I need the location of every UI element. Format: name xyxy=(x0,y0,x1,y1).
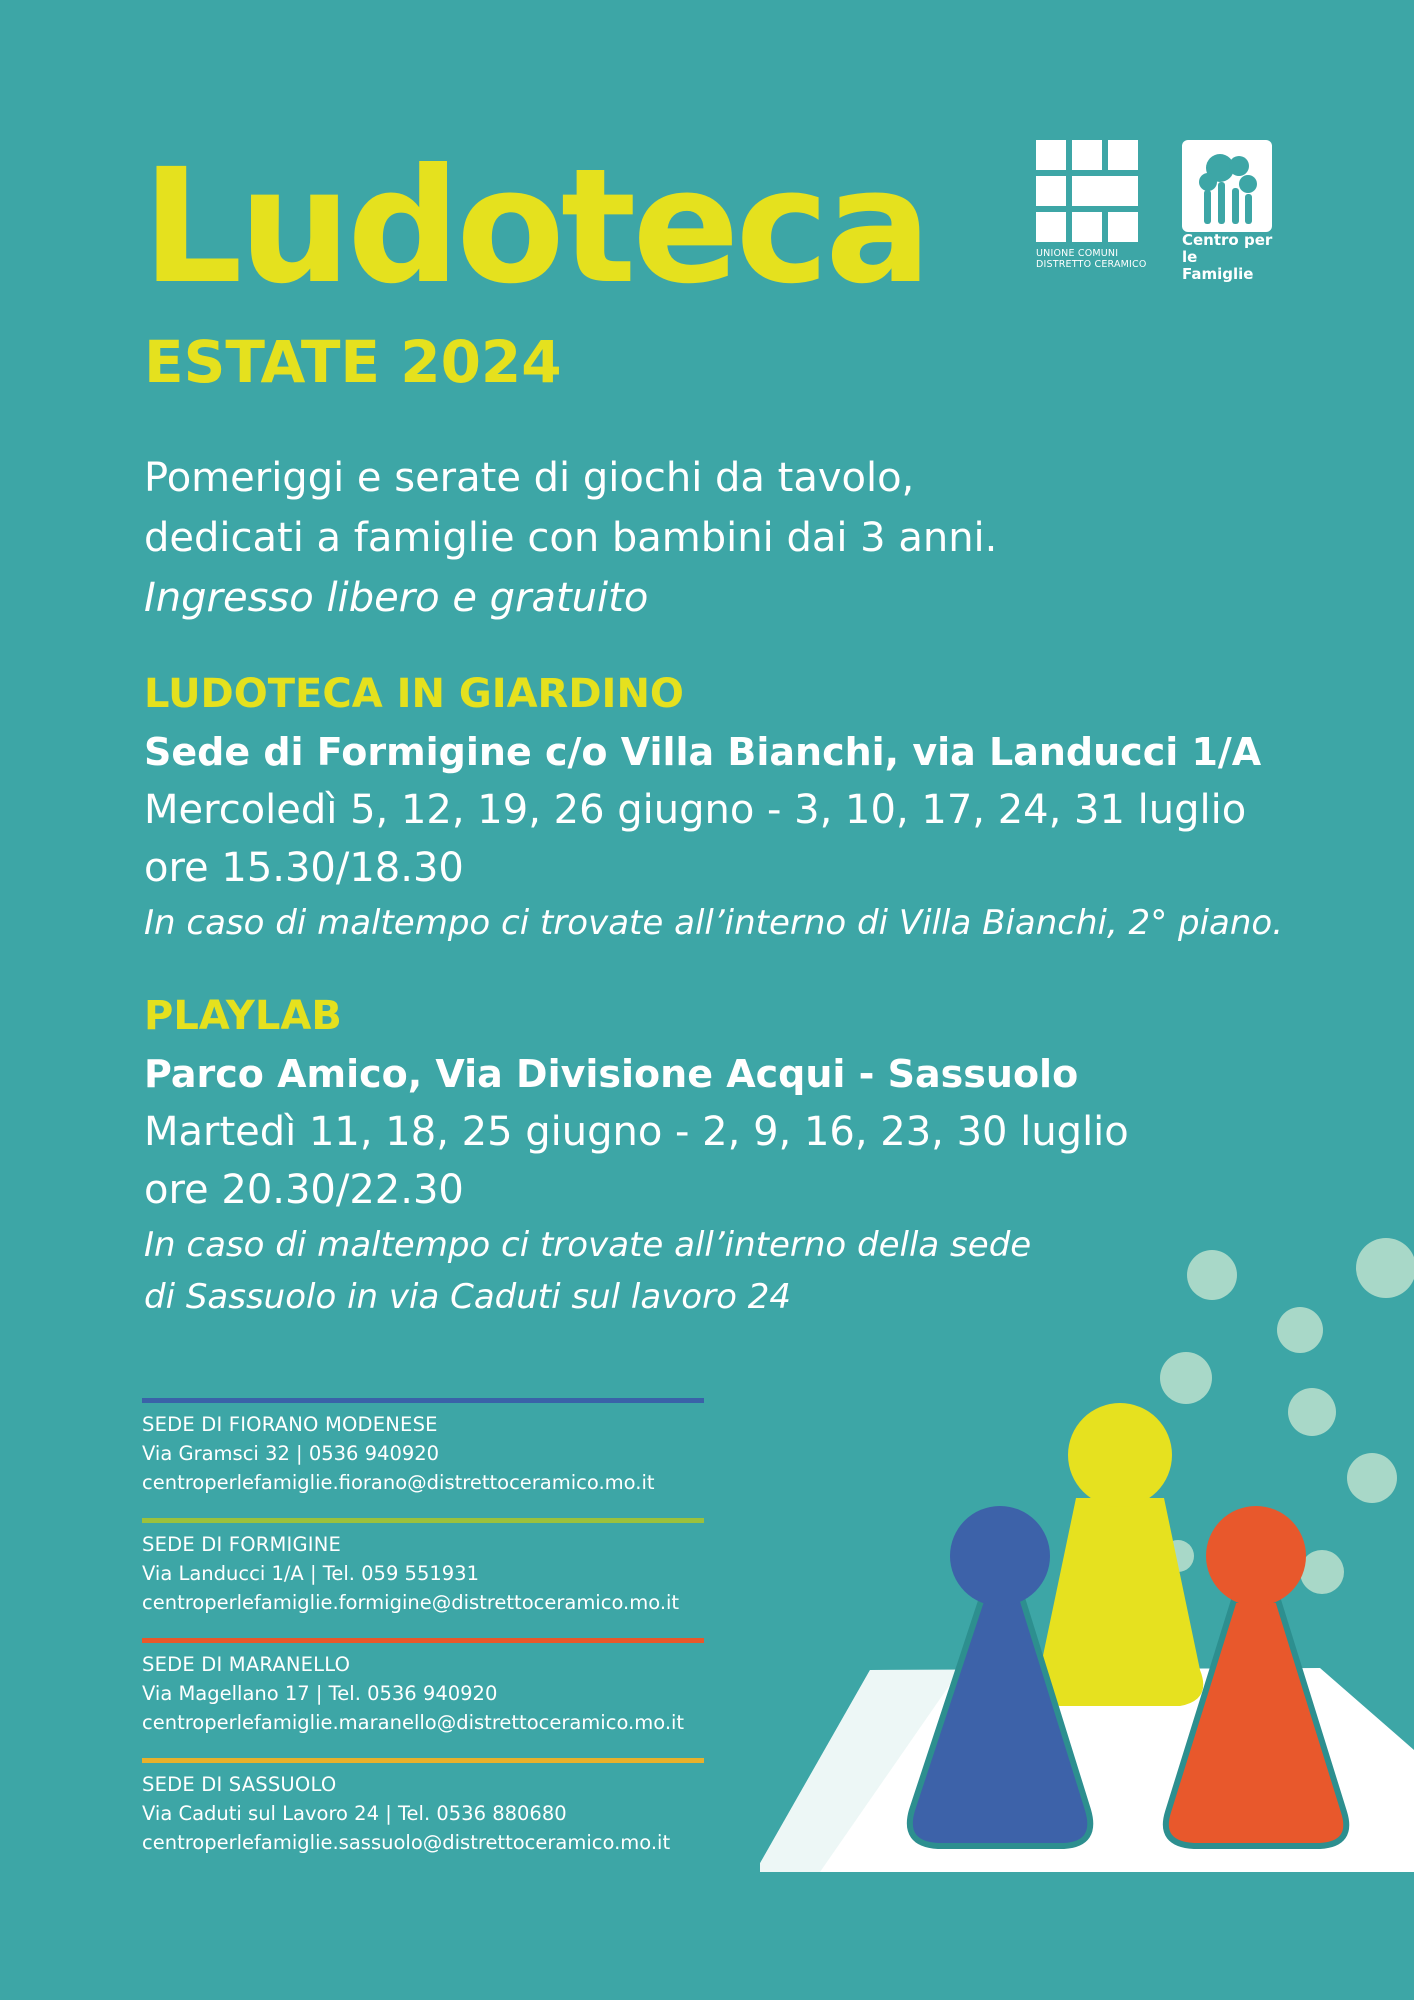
section-title: PLAYLAB xyxy=(144,993,342,1039)
contact-name: SEDE DI MARANELLO xyxy=(142,1653,351,1676)
section-note: di Sassuolo in via Caduti sul lavoro 24 xyxy=(144,1277,791,1317)
bubble xyxy=(1347,1453,1397,1503)
bubble xyxy=(1356,1238,1414,1298)
section-place: Sede di Formigine c/o Villa Bianchi, via Landucci 1/A xyxy=(144,730,1262,774)
contact-address: Via Gramsci 32 | 0536 940920 xyxy=(142,1442,440,1465)
contact-email[interactable]: centroperlefamiglie.sassuolo@distrettoceramico.mo.it xyxy=(142,1831,671,1854)
section-hours: ore 15.30/18.30 xyxy=(144,845,464,891)
bubble xyxy=(1187,1250,1237,1300)
contacts xyxy=(142,1398,704,1878)
section-hours: ore 20.30/22.30 xyxy=(144,1167,464,1213)
centro-line-1: Centro per le xyxy=(1182,231,1273,266)
contact-fiorano xyxy=(142,1398,704,1518)
unione-line-1: UNIONE COMUNI xyxy=(1036,248,1119,259)
bubble xyxy=(1277,1307,1323,1353)
bubble xyxy=(1288,1388,1336,1436)
section-note: In caso di maltempo ci trovate all’interno di Villa Bianchi, 2° piano. xyxy=(144,903,1284,943)
section-dates: Martedì 11, 18, 25 giugno - 2, 9, 16, 23, 30 luglio xyxy=(144,1109,1129,1155)
contact-email[interactable]: centroperlefamiglie.formigine@distrettoceramico.mo.it xyxy=(142,1591,680,1614)
bubble xyxy=(1160,1352,1212,1404)
centro-line-2: Famiglie xyxy=(1182,265,1254,283)
contact-email[interactable]: centroperlefamiglie.maranello@distrettoceramico.mo.it xyxy=(142,1711,685,1734)
intro xyxy=(144,448,1244,628)
contact-name: SEDE DI FIORANO MODENESE xyxy=(142,1413,438,1436)
intro-line-1: Pomeriggi e serate di giochi da tavolo, xyxy=(144,455,915,501)
family-tree-icon xyxy=(1182,140,1272,232)
poster-title: Ludoteca xyxy=(142,135,928,319)
bubble xyxy=(1300,1550,1344,1594)
unione-line-2: DISTRETTO CERAMICO xyxy=(1036,259,1147,270)
pawns-svg xyxy=(760,1230,1414,1880)
contact-maranello xyxy=(142,1638,704,1758)
intro-line-2: dedicati a famiglie con bambini dai 3 anni. xyxy=(144,515,998,561)
section-place: Parco Amico, Via Divisione Acqui - Sassuolo xyxy=(144,1052,1079,1096)
centro-famiglie-logo xyxy=(1182,140,1274,283)
contact-rule xyxy=(142,1398,704,1403)
contact-address: Via Caduti sul Lavoro 24 | Tel. 0536 880680 xyxy=(142,1802,567,1825)
contact-rule xyxy=(142,1758,704,1763)
contact-address: Via Landucci 1/A | Tel. 059 551931 xyxy=(142,1562,479,1585)
poster-subtitle: ESTATE 2024 xyxy=(144,328,562,396)
contact-formigine xyxy=(142,1518,704,1638)
contact-rule xyxy=(142,1638,704,1643)
contact-address: Via Magellano 17 | Tel. 0536 940920 xyxy=(142,1682,498,1705)
section-title: LUDOTECA IN GIARDINO xyxy=(144,671,684,717)
intro-line-3: Ingresso libero e gratuito xyxy=(144,575,649,621)
contact-sassuolo xyxy=(142,1758,704,1878)
contact-email[interactable]: centroperlefamiglie.fiorano@distrettoceramico.mo.it xyxy=(142,1471,655,1494)
contact-name: SEDE DI FORMIGINE xyxy=(142,1533,342,1556)
section-ludoteca-giardino xyxy=(144,665,1384,949)
centro-famiglie-text xyxy=(1182,232,1282,283)
section-dates: Mercoledì 5, 12, 19, 26 giugno - 3, 10, 17, 24, 31 luglio xyxy=(144,787,1247,833)
contact-name: SEDE DI SASSUOLO xyxy=(142,1773,337,1796)
section-note: In caso di maltempo ci trovate all’interno della sede xyxy=(144,1225,1032,1265)
unione-comuni-text xyxy=(1036,248,1156,270)
board-game-pawns-illustration xyxy=(760,1230,1414,1880)
contact-rule xyxy=(142,1518,704,1523)
unione-comuni-logo xyxy=(1036,140,1140,244)
logos xyxy=(1036,140,1276,283)
